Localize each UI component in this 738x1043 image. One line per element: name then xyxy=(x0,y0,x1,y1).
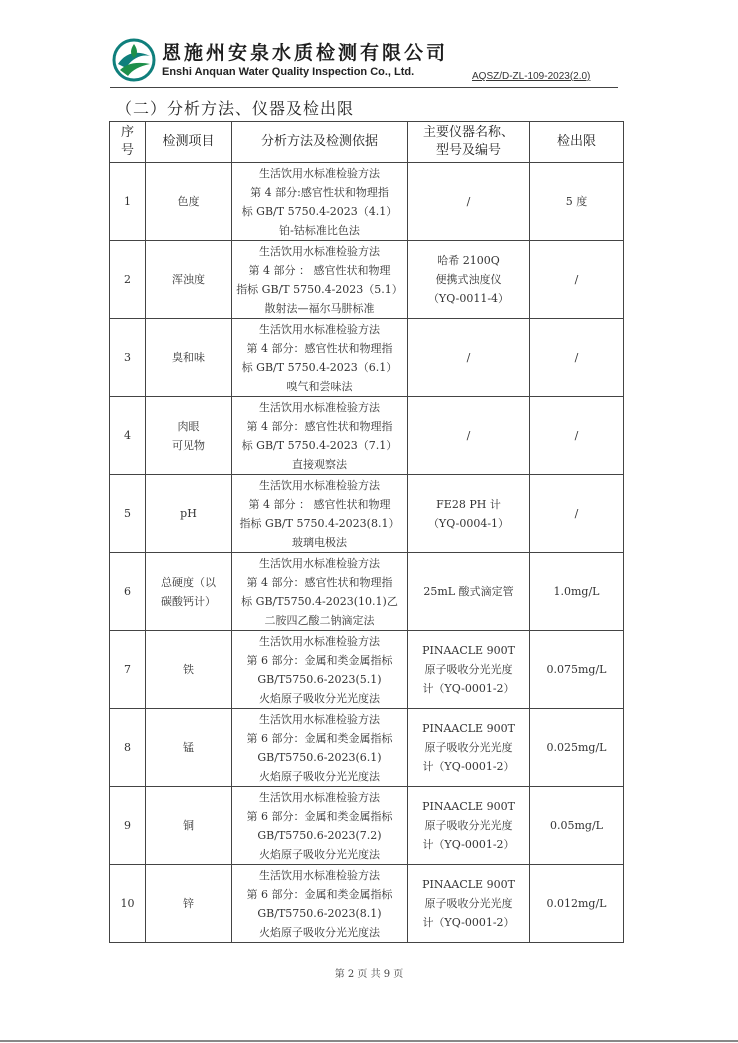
cell-limit: 0.05mg/L xyxy=(530,787,624,865)
page-number: 第 2 页 共 9 页 xyxy=(334,969,404,980)
cell-method xyxy=(232,865,408,943)
method-line: GB/T5750.6-2023(5.1) xyxy=(257,672,382,686)
method-line: 第 4 部分 ： 感官性状和物理 xyxy=(248,263,391,277)
header-no-line2: 号 xyxy=(120,143,134,158)
header-limit: 检出限 xyxy=(530,122,624,163)
method-line: 生活饮用水标准检验方法 xyxy=(259,166,380,180)
cell-no: 3 xyxy=(110,319,146,397)
method-line: 第 6 部分：金属和类金属指标 xyxy=(246,653,393,667)
cell-limit: / xyxy=(530,397,624,475)
instrument-line: 原子吸收分光光度 xyxy=(424,663,513,676)
method-line: 第 6 部分：金属和类金属指标 xyxy=(246,887,393,901)
cell-instrument xyxy=(408,631,530,709)
table-row xyxy=(110,241,624,319)
cell-method xyxy=(232,397,408,475)
instrument-line: 计（YQ-0001-2） xyxy=(422,760,515,773)
cell-method xyxy=(232,709,408,787)
cell-no: 8 xyxy=(110,709,146,787)
cell-method xyxy=(232,319,408,397)
header-instrument xyxy=(408,122,530,163)
method-line: 生活饮用水标准检验方法 xyxy=(259,322,380,336)
method-line: 直接观察法 xyxy=(292,457,347,471)
method-line: 嗅气和尝味法 xyxy=(286,379,353,393)
cell-instrument xyxy=(408,319,530,397)
cell-method xyxy=(232,475,408,553)
table-header-row xyxy=(110,122,624,163)
method-line: 生活饮用水标准检验方法 xyxy=(259,790,380,804)
instrument-line: PINAACLE 900T xyxy=(422,878,515,891)
header-method: 分析方法及检测依据 xyxy=(232,122,408,163)
cell-no: 1 xyxy=(110,163,146,241)
cell-item xyxy=(146,709,232,787)
table-row xyxy=(110,319,624,397)
cell-item xyxy=(146,163,232,241)
instrument-line: 原子吸收分光光度 xyxy=(424,819,513,832)
method-line: 玻璃电极法 xyxy=(292,535,347,549)
item-line: 浑浊度 xyxy=(172,273,205,286)
cell-no: 7 xyxy=(110,631,146,709)
method-line: 生活饮用水标准检验方法 xyxy=(259,634,380,648)
method-line: 火焰原子吸收分光光度法 xyxy=(259,847,380,861)
method-line: 火焰原子吸收分光光度法 xyxy=(259,925,380,939)
document-code: AQSZ/D-ZL-109-2023(2.0) xyxy=(472,71,591,82)
table-row xyxy=(110,865,624,943)
method-line: 指标 GB/T 5750.4-2023（5.1） xyxy=(236,282,403,296)
instrument-line: / xyxy=(466,429,471,442)
cell-item xyxy=(146,241,232,319)
cell-limit: / xyxy=(530,241,624,319)
instrument-line: PINAACLE 900T xyxy=(422,644,515,657)
method-line: 第 4 部分 ： 感官性状和物理 xyxy=(248,497,391,511)
cell-item xyxy=(146,553,232,631)
table-row xyxy=(110,787,624,865)
method-line: 第 6 部分：金属和类金属指标 xyxy=(246,731,393,745)
item-line: 锌 xyxy=(183,897,194,910)
item-line: 锰 xyxy=(183,741,194,754)
method-line: 第 4 部分：感官性状和物理指 xyxy=(246,575,393,589)
cell-limit: 0.025mg/L xyxy=(530,709,624,787)
table-row xyxy=(110,553,624,631)
table-row xyxy=(110,475,624,553)
method-line: 生活饮用水标准检验方法 xyxy=(259,478,380,492)
cell-instrument xyxy=(408,163,530,241)
method-line: 火焰原子吸收分光光度法 xyxy=(259,691,380,705)
cell-no: 5 xyxy=(110,475,146,553)
method-line: 生活饮用水标准检验方法 xyxy=(259,868,380,882)
item-line: 铁 xyxy=(183,663,194,676)
item-line: 臭和味 xyxy=(172,351,205,364)
table-row xyxy=(110,397,624,475)
item-line: 碳酸钙计） xyxy=(161,594,216,608)
method-line: 生活饮用水标准检验方法 xyxy=(259,556,380,570)
method-line: 第 4 部分：感官性状和物理指 xyxy=(246,419,393,433)
cell-limit: / xyxy=(530,319,624,397)
instrument-line: 计（YQ-0001-2） xyxy=(422,682,515,695)
item-line: 铜 xyxy=(183,819,194,832)
item-line: 可见物 xyxy=(172,438,205,452)
cell-limit: 0.075mg/L xyxy=(530,631,624,709)
cell-no: 2 xyxy=(110,241,146,319)
instrument-line: 计（YQ-0001-2） xyxy=(422,838,515,851)
item-line: pH xyxy=(180,507,197,520)
method-line: 标 GB/T 5750.4-2023（4.1） xyxy=(241,204,398,218)
method-line: GB/T5750.6-2023(6.1) xyxy=(257,750,382,764)
cell-item xyxy=(146,319,232,397)
cell-item xyxy=(146,397,232,475)
cell-instrument xyxy=(408,865,530,943)
cell-item xyxy=(146,865,232,943)
instrument-line: 原子吸收分光光度 xyxy=(424,741,513,754)
method-line: 铂-钴标准比色法 xyxy=(279,223,360,237)
method-line: 第 6 部分：金属和类金属指标 xyxy=(246,809,393,823)
cell-instrument xyxy=(408,787,530,865)
instrument-line: （YQ-0011-4） xyxy=(427,292,510,305)
cell-instrument xyxy=(408,475,530,553)
instrument-line: FE28 PH 计 xyxy=(436,497,501,511)
header-no xyxy=(110,122,146,163)
company-name-chinese: 恩施州安泉水质检测有限公司 xyxy=(162,42,449,64)
instrument-line: PINAACLE 900T xyxy=(422,800,515,813)
table-row xyxy=(110,163,624,241)
method-line: GB/T5750.6-2023(8.1) xyxy=(257,906,382,920)
method-line: 散射法—福尔马肼标准 xyxy=(264,301,375,315)
cell-item xyxy=(146,787,232,865)
method-line: 火焰原子吸收分光光度法 xyxy=(259,769,380,783)
instrument-line: / xyxy=(466,351,471,364)
cell-no: 10 xyxy=(110,865,146,943)
instrument-line: （YQ-0004-1） xyxy=(427,516,510,530)
cell-item xyxy=(146,475,232,553)
instrument-line: PINAACLE 900T xyxy=(422,722,515,735)
cell-no: 6 xyxy=(110,553,146,631)
cell-instrument xyxy=(408,553,530,631)
instrument-line: 便携式浊度仪 xyxy=(435,273,502,286)
instrument-line: 哈希 2100Q xyxy=(437,254,500,267)
cell-method xyxy=(232,787,408,865)
method-line: 生活饮用水标准检验方法 xyxy=(259,400,380,414)
cell-instrument xyxy=(408,709,530,787)
cell-no: 4 xyxy=(110,397,146,475)
cell-instrument xyxy=(408,241,530,319)
method-line: GB/T5750.6-2023(7.2) xyxy=(257,828,382,842)
cell-limit: 0.012mg/L xyxy=(530,865,624,943)
instrument-line: / xyxy=(466,195,471,208)
header-item: 检测项目 xyxy=(146,122,232,163)
header-instrument-line2: 型号及编号 xyxy=(435,143,501,158)
method-line: 标 GB/T 5750.4-2023（6.1） xyxy=(241,360,398,374)
table-row xyxy=(110,631,624,709)
cell-method xyxy=(232,553,408,631)
header-divider xyxy=(110,87,618,88)
method-line: 标 GB/T5750.4-2023(10.1)乙 xyxy=(241,594,398,608)
method-line: 生活饮用水标准检验方法 xyxy=(259,244,380,258)
cell-method xyxy=(232,631,408,709)
item-line: 色度 xyxy=(177,195,200,208)
method-line: 二胺四乙酸二钠滴定法 xyxy=(264,613,375,627)
header-no-line1: 序 xyxy=(120,125,134,140)
cell-instrument xyxy=(408,397,530,475)
cell-limit: 5 度 xyxy=(530,163,624,241)
method-line: 第 4 部分:感官性状和物理指 xyxy=(250,185,389,199)
section-title: （二）分析方法、仪器及检出限 xyxy=(116,99,355,118)
table-body xyxy=(110,163,624,943)
cell-no: 9 xyxy=(110,787,146,865)
method-line: 第 4 部分：感官性状和物理指 xyxy=(246,341,393,355)
method-line: 生活饮用水标准检验方法 xyxy=(259,712,380,726)
company-logo-icon xyxy=(112,38,156,82)
cell-limit: / xyxy=(530,475,624,553)
cell-method xyxy=(232,241,408,319)
instrument-line: 原子吸收分光光度 xyxy=(424,897,513,910)
company-name-english: Enshi Anquan Water Quality Inspection Co., Ltd. xyxy=(162,66,415,78)
cell-item xyxy=(146,631,232,709)
cell-limit: 1.0mg/L xyxy=(530,553,624,631)
instrument-line: 25mL 酸式滴定管 xyxy=(423,585,514,598)
methods-table xyxy=(109,121,624,943)
method-line: 指标 GB/T 5750.4-2023(8.1） xyxy=(239,516,400,530)
header-instrument-line1: 主要仪器名称、 xyxy=(422,125,514,140)
method-line: 标 GB/T 5750.4-2023（7.1） xyxy=(241,438,398,452)
item-line: 总硬度（以 xyxy=(161,575,216,589)
cell-method xyxy=(232,163,408,241)
scan-bottom-edge xyxy=(0,1040,738,1042)
table-row xyxy=(110,709,624,787)
instrument-line: 计（YQ-0001-2） xyxy=(422,916,515,929)
item-line: 肉眼 xyxy=(177,419,200,433)
